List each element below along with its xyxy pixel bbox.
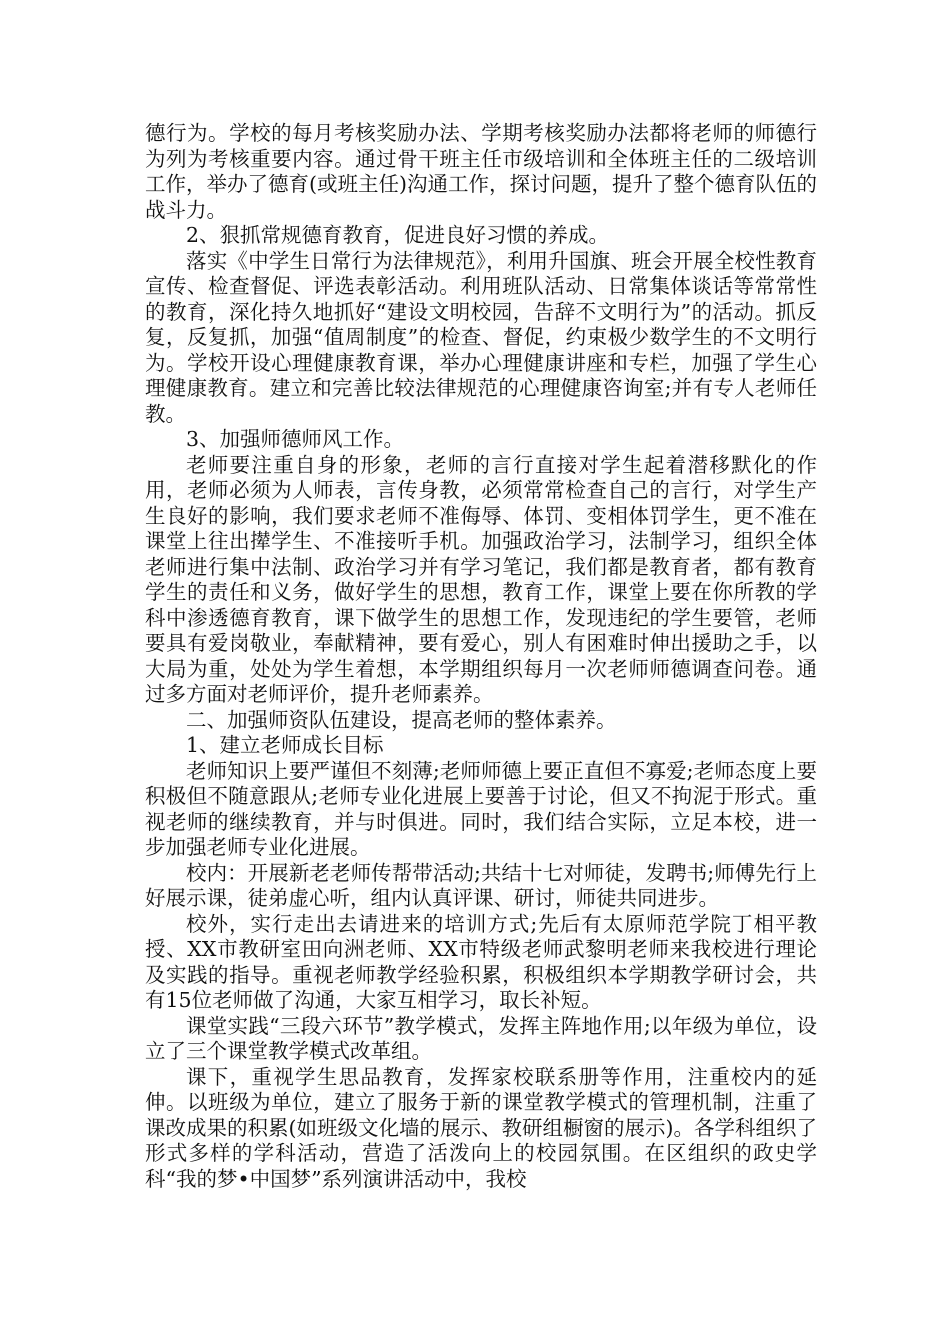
paragraph-2: 2、狠抓常规德育教育，促进良好习惯的养成。 <box>186 223 610 247</box>
section-heading: 二、加强师资队伍建设，提高老师的整体素养。 <box>186 707 617 732</box>
paragraph-9: 校内：开展新老老师传帮带活动;共结十七对师徒，发聘书;师傅先行上好展示课，徒弟虚心听，组内认真评课、研讨，师徒共同进步。 <box>145 860 817 910</box>
paragraph-4: 3、加强师德师风工作。 <box>186 427 405 451</box>
paragraph-11: 课堂实践“三段六环节”教学模式，发挥主阵地作用;以年级为单位，设立了三个课堂教学模式改革组。 <box>145 1013 817 1063</box>
paragraph-10: 校外，实行走出去请进来的培训方式;先后有太原师范学院丁相平教授、XX市教研室田向洲老师、XX市特级老师武黎明老师来我校进行理论及实践的指导。重视老师教学经验积累，积极组织本学期教学研讨会，共有15位老师做了沟通，大家互相学习，取长补短。 <box>145 911 817 1012</box>
paragraph-5: 老师要注重自身的形象，老师的言行直接对学生起着潜移默化的作用，老师必须为人师表，言传身教，必须常常检查自己的言行，对学生产生良好的影响，我们要求老师不准侮辱、体罚、变相体罚学生，更不准在课堂上往出撵学生、不准接听手机。加强政治学习，法制学习，组织全体老师进行集中法制、政治学习并有学习笔记，我们都是教育者，都有教育学生的责任和义务，做好学生的思想，教育工作，课堂上要在你所教的学科中渗透德育教育，课下做学生的思想工作，发现违纪的学生要管，老师要具有爱岗敬业，奉献精神，要有爱心，别人有困难时伸出援助之手，以大局为重，处处为学生着想，本学期组织每月一次老师师德调查问卷。通过多方面对老师评价，提升老师素养。 <box>145 452 817 706</box>
document-body <box>145 121 817 1192</box>
paragraph-1: 德行为。学校的每月考核奖励办法、学期考核奖励办法都将老师的师德行为列为考核重要内容。通过骨干班主任市级培训和全体班主任的二级培训工作，举办了德育(或班主任)沟通工作，探讨问题，提升了整个德育队伍的战斗力。 <box>145 121 817 222</box>
paragraph-8: 老师知识上要严谨但不刻薄;老师师德上要正直但不寡爱;老师态度上要积极但不随意跟从;老师专业化进展上要善于讨论，但又不拘泥于形式。重视老师的继续教育，并与时俱进。同时，我们结合实际，立足本校，进一步加强老师专业化进展。 <box>145 758 817 859</box>
paragraph-12: 课下，重视学生思品教育，发挥家校联系册等作用，注重校内的延伸。以班级为单位，建立了服务于新的课堂教学模式的管理机制，注重了课改成果的积累(如班级文化墙的展示、教研组橱窗的展示)。各学科组织了形式多样的学科活动，营造了活泼向上的校园氛围。在区组织的政史学科“我的梦•中国梦”系列演讲活动中，我校 <box>145 1064 817 1191</box>
paragraph-7: 1、建立老师成长目标 <box>186 733 384 757</box>
paragraph-3: 落实《中学生日常行为法律规范》，利用升国旗、班会开展全校性教育宣传、检查督促、评选表彰活动。利用班队活动、日常集体谈话等常常性的教育，深化持久地抓好“建设文明校园，告辞不文明行为”的活动。抓反复，反复抓，加强“值周制度”的检查、督促，约束极少数学生的不文明行为。学校开设心理健康教育课，举办心理健康讲座和专栏，加强了学生心理健康教育。建立和完善比较法律规范的心理健康咨询室;并有专人老师任教。 <box>145 248 817 426</box>
